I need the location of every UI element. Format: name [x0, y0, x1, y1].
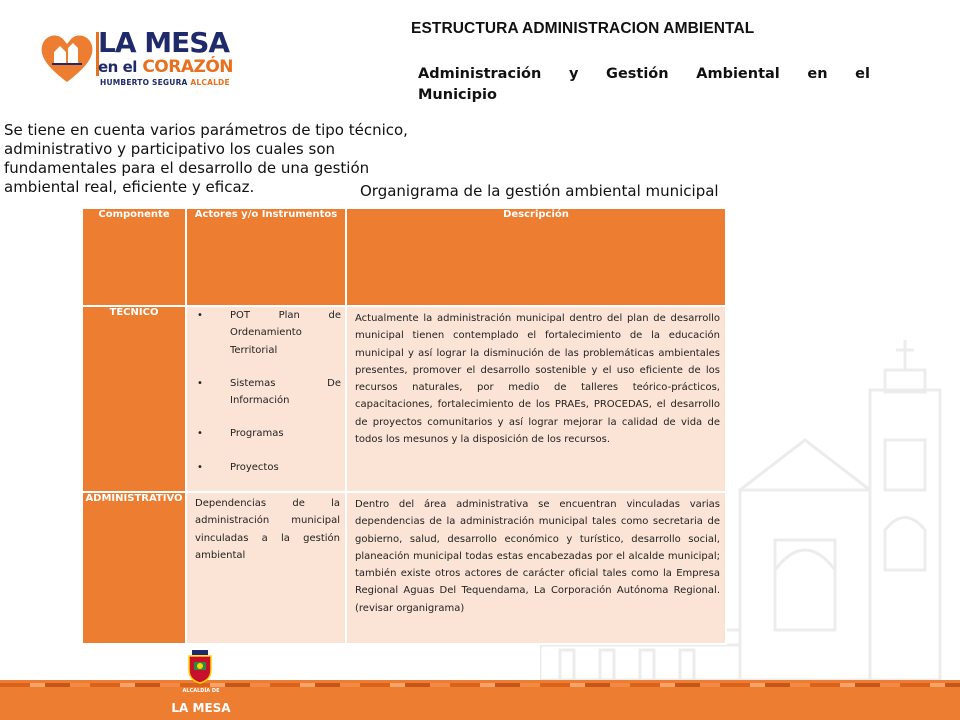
organigram-table — [81, 207, 727, 645]
actors-cell — [186, 492, 346, 644]
intro-paragraph: Se tiene en cuenta varios parámetros de tipo técnico, administrativo y participativo los cuales son fundamentales para el desarrollo de una gestión ambiental real, eficiente y eficaz. — [4, 121, 408, 196]
component-cell: ADMINISTRATIVO — [82, 492, 186, 644]
footer-logo-big-label: LA MESA — [171, 701, 231, 715]
logo-line3 — [100, 78, 230, 87]
table-header-row — [82, 208, 726, 306]
actors-cell — [186, 306, 346, 492]
description-text: Actualmente la administración municipal dentro del plan de desarrollo municipal tienen contemplado el fortalecimiento de la educación municipal y así lograr la disminución de las problemáticas ambientales presentes, promover el desarrollo sostenible y el uso eficiente de los recursos naturales, por medio de talleres teórico-prácticos, capacitaciones, fortalecimiento de los PRAEs, PROCEDAS, el desarrollo de proyectos comunitarios y así lograr mejorar la calidad de vida de todos los mesunos y la disposición de los recursos. — [355, 313, 720, 446]
logo-mayor-role: ALCALDE — [190, 78, 230, 87]
list-item: • Programas — [195, 425, 341, 442]
header-actors: Actores y/o Instrumentos — [186, 208, 346, 306]
description-cell — [346, 492, 726, 644]
header-description: Descripción — [346, 208, 726, 306]
description-cell — [346, 306, 726, 492]
logo-line1: LA MESA — [98, 26, 230, 59]
list-item: • Proyectos — [195, 459, 341, 476]
logo-line2-main: CORAZÓN — [142, 57, 233, 77]
list-item: • POT Plan de Ordenamiento Territorial — [195, 307, 341, 359]
list-item: • Sistemas De Información — [195, 375, 341, 410]
logo-mayor-name: HUMBERTO SEGURA — [100, 78, 188, 87]
component-cell: TÉCNICO — [82, 306, 186, 492]
header-component: Componente — [82, 208, 186, 306]
actors-list — [187, 307, 345, 476]
heart-icon — [38, 30, 96, 86]
footer-logo-small-label: ALCALDÍA DE — [182, 688, 220, 694]
page-subtitle-line1: Administración y Gestión Ambiental en el — [418, 66, 870, 82]
table-row-administrativo — [82, 492, 726, 644]
table-caption: Organigrama de la gestión ambiental municipal — [360, 182, 719, 200]
footer-stripe — [0, 683, 960, 687]
page-title: ESTRUCTURA ADMINISTRACION AMBIENTAL — [411, 20, 755, 37]
actors-text: Dependencias de la administración municipal vinculadas a la gestión ambiental — [195, 498, 340, 561]
la-mesa-logo — [38, 28, 238, 92]
description-text: Dentro del área administrativa se encuentran vinculadas varias dependencias de la administración municipal tales como secretaria de gobierno, salud, desarrollo económico y turístico, desarrollo social, planeación municipal todas estas encabezadas por el alcalde municipal; también existe otros actores de carácter oficial tales como la Empresa Regional Aguas Del Tequendama, La Corporación Autónoma Regional. (revisar organigrama) — [355, 499, 720, 614]
page-subtitle-line2: Municipio — [418, 87, 497, 103]
table-row-tecnico — [82, 306, 726, 492]
footer-logo — [168, 650, 234, 718]
coat-of-arms-icon — [186, 650, 214, 684]
logo-line2 — [98, 58, 233, 76]
logo-line2-prefix: en el — [98, 58, 137, 76]
